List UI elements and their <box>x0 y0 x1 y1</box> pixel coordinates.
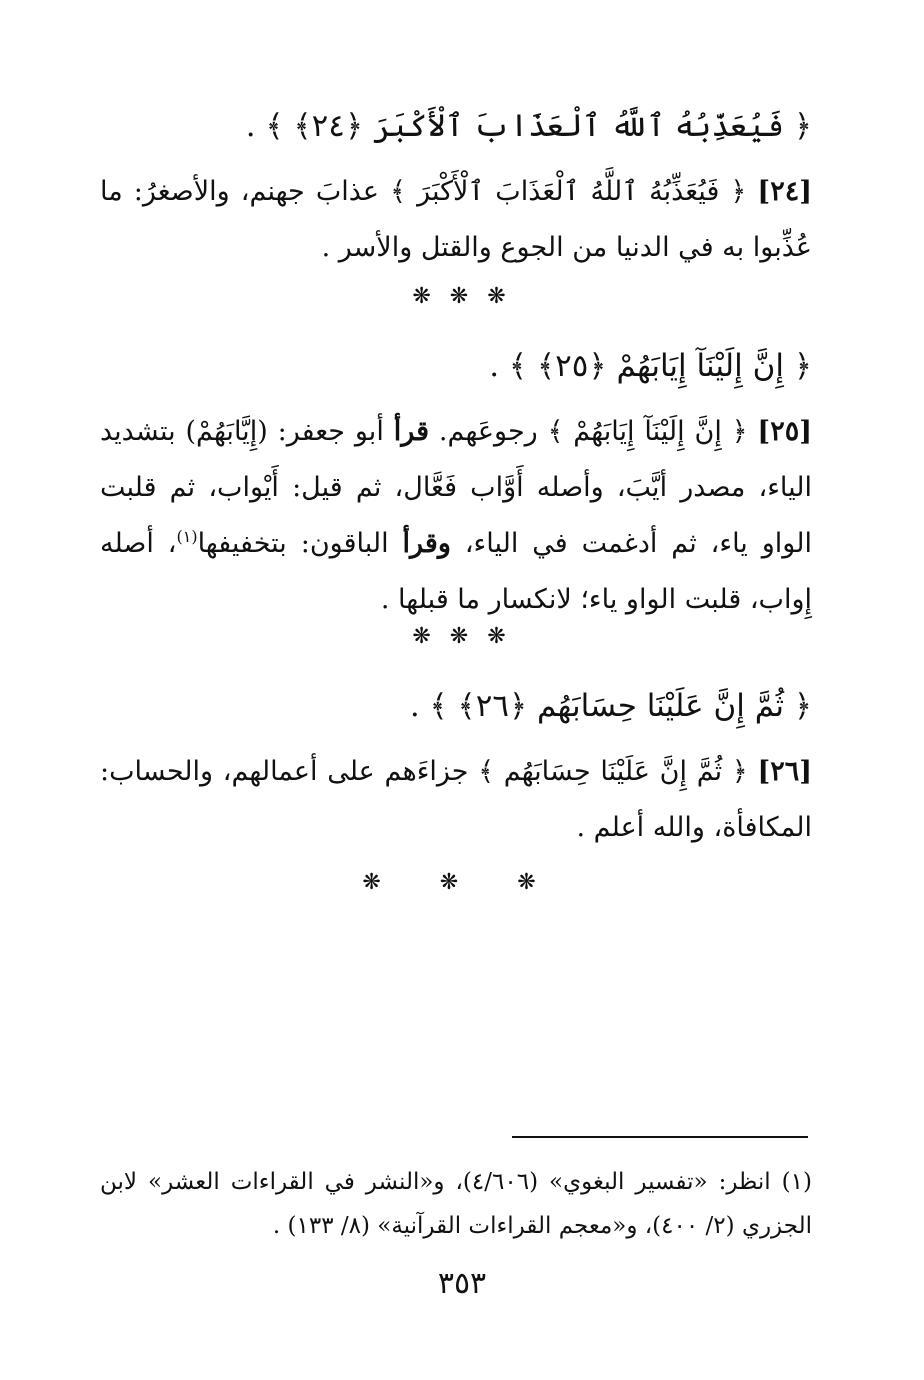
commentary-text: ، أصله إِواب، قلبت الواو ياء؛ لانكسار ما قبلها . <box>100 528 812 615</box>
verse-quote: ﴿ إِنَّ إِلَيْنَآ إِيَابَهُمْ ﴾ <box>547 416 748 447</box>
reading-keyword: قرأ <box>393 416 430 447</box>
commentary-text: أبو جعفر: (إِيَّابَهُمْ) بتشديد الياء، مصدر أيَّبَ، وأصله أَوَّاب فَعَّال، ثم قيل: أَيْواب، ثم قلبت الواو ياء، ثم أدغمت في الياء، <box>100 416 812 559</box>
ayah-24: ﴿ فَيُعَذِّبُهُ ٱللَّهُ ٱلْعَذَابَ ٱلْأَكْبَرَ ﴿٢٤﴾ ﴾ . <box>245 108 812 144</box>
verse-quote: ﴿ فَيُعَذِّبُهُ ٱللَّهُ ٱلْعَذَابَ ٱلْأَكْبَرَ ﴾ <box>390 176 747 207</box>
footnote <box>100 1160 812 1248</box>
verse-number: [٢٦] <box>757 756 813 787</box>
verse-number: [٢٤] <box>757 176 812 207</box>
section-separator: ❋ ❋ ❋ <box>412 624 512 649</box>
commentary-text: عذابَ جهنم، والأصغرُ: ما عُذِّبوا به في الدنيا من الجوع والقتل والأسر . <box>100 176 812 263</box>
ayah-25: ﴿ إِنَّ إِلَيْنَآ إِيَابَهُمْ ﴿٢٥﴾ ﴾ . <box>489 348 812 384</box>
ayah-26: ﴿ ثُمَّ إِنَّ عَلَيْنَا حِسَابَهُم ﴿٢٦﴾ ﴾ . <box>409 688 812 724</box>
verse-quote: ﴿ ثُمَّ إِنَّ عَلَيْنَا حِسَابَهُم ﴾ <box>478 756 748 787</box>
footnote-number: (١) <box>781 1169 812 1195</box>
footnote-text: انظر: «تفسير البغوي» (٤/٦٠٦)، و«النشر في القراءات العشر» لابن الجزري (٢/ ٤٠٠)، و«معجم القراءات القرآنية» (٨/ ١٣٣) . <box>100 1169 812 1239</box>
footnote-rule <box>512 1136 808 1138</box>
commentary-25 <box>100 404 812 628</box>
page-number: ٣٥٣ <box>437 1266 487 1301</box>
commentary-text: رجوعَهم. <box>438 416 538 447</box>
section-separator: ❋ ❋ ❋ <box>412 284 512 309</box>
reading-keyword: وقرأ <box>402 528 451 559</box>
commentary-26 <box>100 744 812 856</box>
footnote-ref[interactable]: (١) <box>176 527 198 546</box>
section-separator: ❋ ❋ ❋ <box>362 870 562 895</box>
commentary-text: الباقون: بتخفيفها <box>197 528 389 559</box>
commentary-text: جزاءَهم على أعمالهم، والحساب: المكافأة، والله أعلم . <box>100 756 812 843</box>
verse-number: [٢٥] <box>757 416 812 447</box>
commentary-24 <box>100 164 812 276</box>
